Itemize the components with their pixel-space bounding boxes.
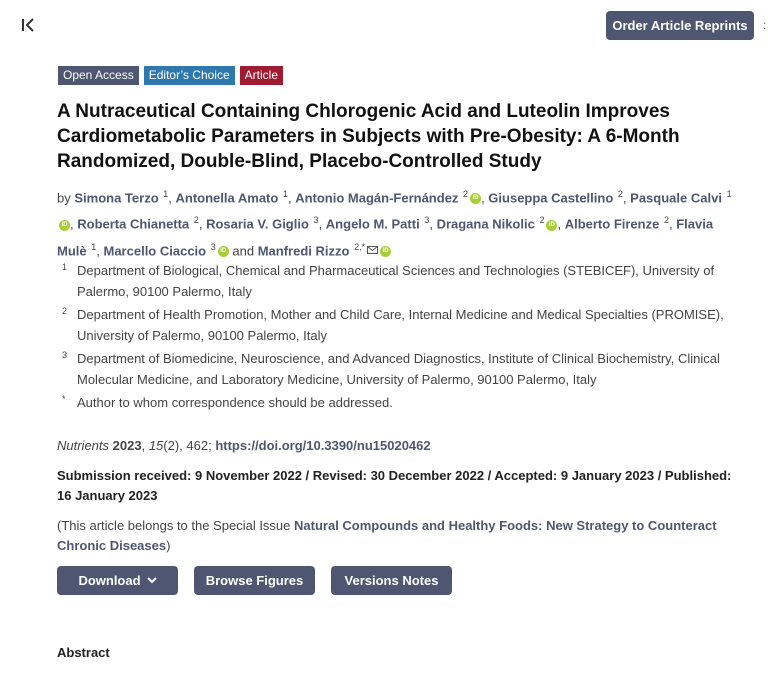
badge-row — [58, 66, 283, 85]
mail-icon[interactable] — [367, 246, 378, 254]
orcid-icon[interactable]: iD — [59, 220, 70, 231]
orcid-icon[interactable]: iD — [546, 220, 557, 231]
citation-volume: 15 — [148, 438, 164, 453]
author-list: by Simona Terzo $^1$, Antonella Amato $^1$, Antonio Magán-Fernández $^2$ iD , Giuseppa Castellino $^2$, Pasquale Calvi $^1$iD , Roberta Chianetta $^2$, Rosaria V. Giglio $^3$, Angelo M. Patti $^3$, Dragana Nikolic $^2$ iD , Alberto Firenze $^2$, Flavia Mulè $^1$, Marcello Ciaccio $^3$ iD and Manfredi Rizzo $^{2,*}$ iD — [57, 189, 732, 258]
and-label: and — [232, 242, 255, 258]
doi-link[interactable]: https://doi.org/10.3390/nu15020462 — [215, 438, 431, 453]
author-name[interactable]: Marcello Ciaccio — [103, 242, 207, 258]
author-name[interactable]: Dragana Nikolic — [436, 216, 535, 232]
affiliation-number: * — [62, 394, 66, 404]
affiliation-item — [62, 348, 742, 390]
author-name[interactable]: Roberta Chianetta — [77, 216, 190, 232]
author-affiliation-ref: 3 — [313, 215, 319, 226]
affiliation-text: Author to whom correspondence should be addressed. — [77, 395, 393, 410]
orcid-icon[interactable]: iD — [218, 246, 229, 257]
affiliation-text: Department of Health Promotion, Mother and Child Care, Internal Medicine and Medical Specialties (PROMISE), University of Palermo, 90100 Palermo, Italy — [77, 307, 724, 343]
author-name[interactable]: Alberto Firenze — [564, 216, 660, 232]
orcid-icon[interactable]: iD — [380, 246, 391, 257]
author-name[interactable]: Simona Terzo — [74, 190, 159, 206]
affiliation-item — [62, 260, 742, 302]
correspondence-note — [62, 392, 742, 413]
author-name[interactable]: Rosaria V. Giglio — [206, 216, 309, 232]
article-title: A Nutraceutical Containing Chlorogenic Acid and Luteolin Improves Cardiometabolic Parameters in Subjects with Pre-Obesity: A 6-Month Randomized, Double-Blind, Placebo-Controlled Study — [57, 101, 680, 172]
special-issue-prefix: (This article belongs to the Special Issue — [57, 518, 295, 533]
affiliation-text: Department of Biomedicine, Neuroscience, and Advanced Diagnostics, Institute of Clinical Biochemistry, Clinical Molecular Medicine, and Laboratory Medicine, University of Palermo, 90100 Palermo, Italy — [77, 351, 720, 387]
affiliation-number: 3 — [62, 350, 68, 360]
citation-year: 2023 — [112, 438, 142, 453]
author-name[interactable]: Giuseppa Castellino — [488, 190, 614, 206]
author-affiliation-ref: 2 — [539, 215, 545, 226]
special-issue-suffix: ) — [166, 538, 171, 553]
chevron-down-icon — [147, 575, 157, 585]
author-affiliation-ref: 2 — [463, 189, 469, 199]
author-affiliation-ref: 2 — [193, 215, 199, 226]
orcid-icon[interactable]: iD — [470, 193, 481, 204]
affiliation-item — [62, 304, 742, 346]
author-affiliation-ref: 2 — [617, 189, 623, 199]
author-affiliation-ref: 2 — [663, 215, 669, 226]
affiliation-list — [62, 260, 742, 415]
author-name[interactable]: Manfredi Rizzo — [257, 242, 350, 258]
special-issue-link[interactable]: Natural Compounds and Healthy Foods: New Strategy to Counteract Chronic Diseases — [57, 518, 717, 553]
by-label: by — [57, 190, 71, 206]
citation-line: Nutrients 2023, 15(2), 462; https://doi.org/10.3390/nu15020462 — [57, 438, 431, 453]
citation-issue-pages: (2), 462; — [163, 438, 216, 453]
author-affiliation-ref: 3 — [424, 215, 430, 226]
author-affiliation-ref: 1 — [282, 189, 288, 199]
affiliation-number: 2 — [62, 306, 68, 316]
download-button[interactable] — [57, 566, 178, 595]
author-name[interactable]: Antonio Magán-Fernández — [295, 190, 459, 206]
collapse-left-icon[interactable] — [20, 16, 38, 34]
more-menu-edge[interactable]: : — [763, 18, 767, 32]
author-name[interactable]: Angelo M. Patti — [325, 216, 420, 232]
download-label: Download — [78, 573, 141, 588]
abstract-heading: Abstract — [57, 645, 110, 660]
versions-notes-button[interactable]: Versions Notes — [331, 566, 452, 595]
author-affiliation-ref: 1 — [163, 189, 169, 199]
browse-figures-button[interactable]: Browse Figures — [194, 566, 315, 595]
order-reprints-button[interactable]: Order Article Reprints — [606, 11, 754, 40]
author-affiliation-ref: 2,* — [354, 241, 366, 252]
author-affiliation-ref: 1 — [726, 189, 732, 199]
journal-name: Nutrients — [57, 438, 110, 453]
author-name[interactable]: Pasquale Calvi — [630, 190, 722, 206]
author-affiliation-ref: 3 — [210, 241, 216, 252]
affiliation-number: 1 — [62, 262, 68, 272]
author-name[interactable]: Flavia Mulè — [57, 216, 714, 258]
publication-dates: Submission received: 9 November 2022 / Revised: 30 December 2022 / Accepted: 9 January 2023 / Published: 16 January 2023 — [57, 468, 732, 503]
editors-choice-badge: Editor’s Choice — [144, 66, 235, 85]
special-issue-note — [57, 516, 747, 556]
author-affiliation-ref: 1 — [91, 241, 97, 252]
author-name[interactable]: Antonella Amato — [175, 190, 279, 206]
article-type-badge: Article — [240, 66, 283, 85]
affiliation-text: Department of Biological, Chemical and Pharmaceutical Sciences and Technologies (STEBICEF), University of Palermo, 90100 Palermo, Italy — [77, 263, 715, 299]
open-access-badge: Open Access — [58, 66, 139, 85]
